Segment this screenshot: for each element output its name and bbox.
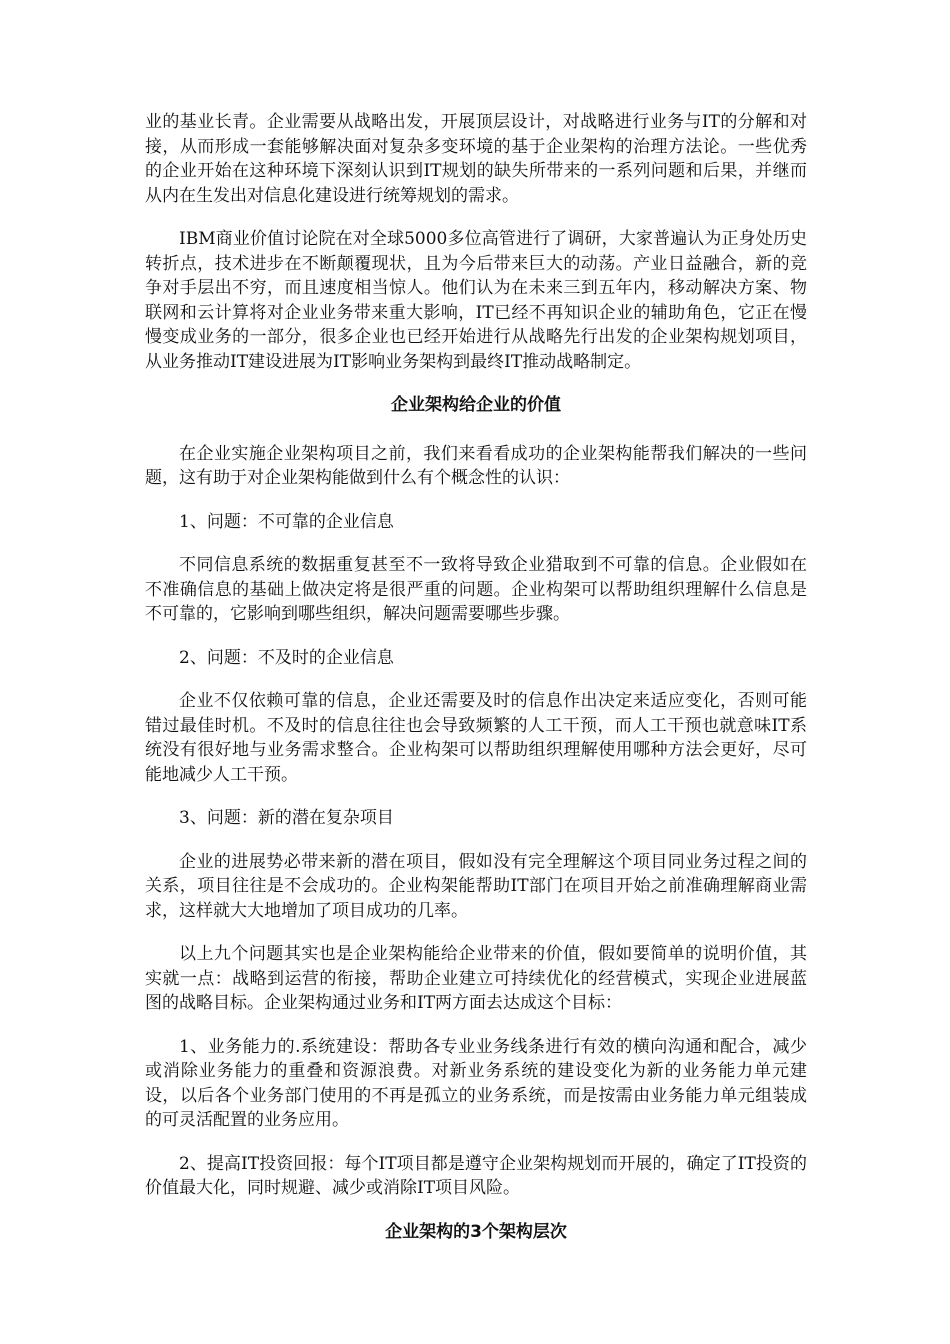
paragraph: 不同信息系统的数据重复甚至不一致将导致企业猎取到不可靠的信息。企业假如在不准确信息的基础上做决定将是很严重的问题。企业构架可以帮助组织理解什么信息是不可靠的，它影响到哪些组织，解决问题需要哪些步骤。 xyxy=(145,555,807,624)
section-heading: 企业架构的3个架构层次 xyxy=(385,1221,567,1242)
section-heading: 企业架构给企业的价值 xyxy=(391,395,561,415)
paragraph: 2、提高IT投资回报：每个IT项目都是遵守企业架构规划而开展的，确定了IT投资的价值最大化，同时规避、减少或消除IT项目风险。 xyxy=(145,1153,807,1198)
paragraph: IBM商业价值讨论院在对全球5000多位高管进行了调研，大家普遍认为正身处历史转折点，技术进步在不断颠覆现状，且为今后带来巨大的动荡。产业日益融合，新的竞争对手层出不穷，而且速度相当惊人。他们认为在未来三到五年内，移动解决方案、物联网和云计算将对企业业务带来重大影响，IT已经不再知识企业的辅助角色，它正在慢慢变成业务的一部分，很多企业也已经开始进行从战略先行出发的企业架构规划项目，从业务推动IT建设进展为IT影响业务架构到最终IT推动战略制定。 xyxy=(145,229,807,372)
paragraph: 以上九个问题其实也是企业架构能给企业带来的价值，假如要简单的说明价值，其实就一点：战略到运营的衔接，帮助企业建立可持续优化的经营模式，实现企业进展蓝图的战略目标。企业架构通过业务和IT两方面去达成这个目标： xyxy=(145,944,807,1013)
problem-heading: 2、问题：不及时的企业信息 xyxy=(179,647,394,668)
problem-heading: 3、问题：新的潜在复杂项目 xyxy=(179,808,394,828)
problem-heading: 1、问题：不可靠的企业信息 xyxy=(179,511,394,532)
document-page xyxy=(145,110,807,1268)
paragraph: 在企业实施企业架构项目之前，我们来看看成功的企业架构能帮我们解决的一些问题，这有助于对企业架构能做到什么有个概念性的认识： xyxy=(145,443,807,488)
paragraph: 企业不仅依赖可靠的信息，企业还需要及时的信息作出决定来适应变化，否则可能错过最佳时机。不及时的信息往往也会导致频繁的人工干预，而人工干预也就意味IT系统没有很好地与业务需求整合。企业构架可以帮助组织理解使用哪种方法会更好，尽可能地减少人工干预。 xyxy=(145,691,807,785)
paragraph: 1、业务能力的.系统建设：帮助各专业业务线条进行有效的横向沟通和配合，减少或消除业务能力的重叠和资源浪费。对新业务系统的建设变化为新的业务能力单元建设，以后各个业务部门使用的不再是孤立的业务系统，而是按需由业务能力单元组装成的可灵活配置的业务应用。 xyxy=(145,1036,807,1130)
paragraph: 企业的进展势必带来新的潜在项目，假如没有完全理解这个项目同业务过程之间的关系，项目往往是不会成功的。企业构架能帮助IT部门在项目开始之前准确理解商业需求，这样就大大地增加了项目成功的几率。 xyxy=(145,851,807,921)
paragraph: 业的基业长青。企业需要从战略出发，开展顶层设计，对战略进行业务与IT的分解和对接，从而形成一套能够解决面对复杂多变环境的基于企业架构的治理方法论。一些优秀的企业开始在这种环境下深刻认识到IT规划的缺失所带来的一系列问题和后果，并继而从内在生发出对信息化建设进行统筹规划的需求。 xyxy=(145,112,807,206)
